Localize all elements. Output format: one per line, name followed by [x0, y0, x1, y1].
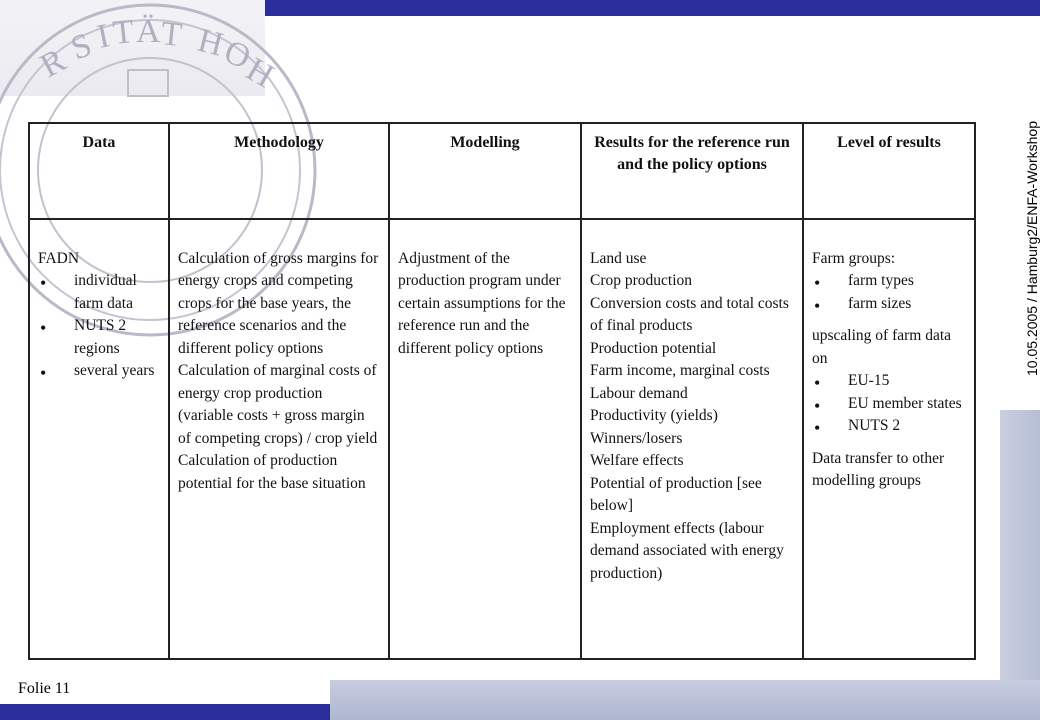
list-item: Welfare effects — [590, 452, 684, 470]
list-item: Labour demand — [590, 384, 688, 402]
header-results: Results for the reference run and the policy options — [581, 123, 803, 219]
svg-text:Ä: Ä — [136, 13, 161, 50]
transfer-text: Data transfer to other modelling groups — [812, 449, 945, 490]
spacer — [812, 315, 966, 325]
svg-text:R: R — [34, 41, 72, 86]
date-event-label: 10.05.2005 / Hamburg2/ENFA-Workshop — [1024, 121, 1040, 376]
top-accent-bar — [265, 0, 1040, 16]
list-item: Winners/losers — [590, 429, 683, 447]
header-data: Data — [29, 123, 169, 219]
list-item: Land use — [590, 250, 647, 267]
results-table — [28, 122, 976, 660]
header-modelling: Modelling — [389, 123, 581, 219]
data-title: FADN — [38, 250, 80, 267]
svg-text:H: H — [240, 50, 280, 96]
svg-text:S: S — [66, 26, 97, 68]
list-item: Calculation of production potential for the base situation — [178, 452, 366, 492]
groups-title: Farm groups: — [812, 250, 896, 267]
cell-methodology — [169, 219, 389, 659]
table-row — [29, 219, 975, 659]
svg-text:T: T — [110, 12, 136, 52]
svg-text:O: O — [219, 33, 256, 77]
list-item: Calculation of marginal costs of energy crop production — [178, 362, 377, 402]
list-item: • farm sizes — [812, 293, 966, 315]
list-item: Farm income, marginal costs — [590, 362, 770, 380]
list-item: (variable costs + gross margin of competing crops) / crop yield — [178, 407, 378, 447]
cell-modelling — [389, 219, 581, 659]
upscaling-title: upscaling of farm data on — [812, 327, 952, 367]
list-item: Production potential — [590, 339, 717, 357]
cell-data — [29, 219, 169, 659]
list-item: • individual farm data — [38, 270, 160, 315]
list-item: Crop production — [590, 272, 693, 290]
list-item: Conversion costs and total costs of final products — [590, 294, 789, 335]
modelling-text: Adjustment of the production program under certain assumptions for the reference run and the different policy options — [398, 250, 566, 357]
bottom-accent-bar — [0, 704, 330, 720]
header-methodology: Methodology — [169, 123, 389, 219]
list-item: • EU member states — [812, 393, 966, 415]
svg-text:T: T — [159, 15, 184, 55]
list-item: • several years — [38, 360, 160, 382]
decorative-building-image — [1000, 410, 1040, 680]
table-header-row — [29, 123, 975, 219]
list-item: • NUTS 2 — [812, 415, 966, 437]
list-item: • EU-15 — [812, 370, 966, 392]
cell-level — [803, 219, 975, 659]
groups-bullets — [812, 270, 966, 315]
list-item: Employment effects (labour demand associated with energy production) — [590, 519, 784, 582]
university-seal-logo — [0, 0, 280, 96]
list-item: Potential of production [see below] — [590, 474, 762, 515]
slide-number: Folie 11 — [18, 680, 71, 697]
cell-results — [581, 219, 803, 659]
spacer — [812, 438, 966, 448]
list-item: Productivity (yields) — [590, 407, 718, 425]
list-item: • farm types — [812, 270, 966, 292]
list-item: Calculation of gross margins for energy crops and competing crops for the base years, the reference scenarios and the different policy options — [178, 250, 379, 357]
decorative-banner-image — [330, 680, 1040, 720]
data-bullets — [38, 270, 160, 382]
svg-text:I: I — [93, 17, 113, 56]
svg-text:H: H — [194, 21, 227, 64]
upscaling-bullets — [812, 370, 966, 437]
list-item: • NUTS 2 regions — [38, 315, 160, 360]
header-level: Level of results — [803, 123, 975, 219]
